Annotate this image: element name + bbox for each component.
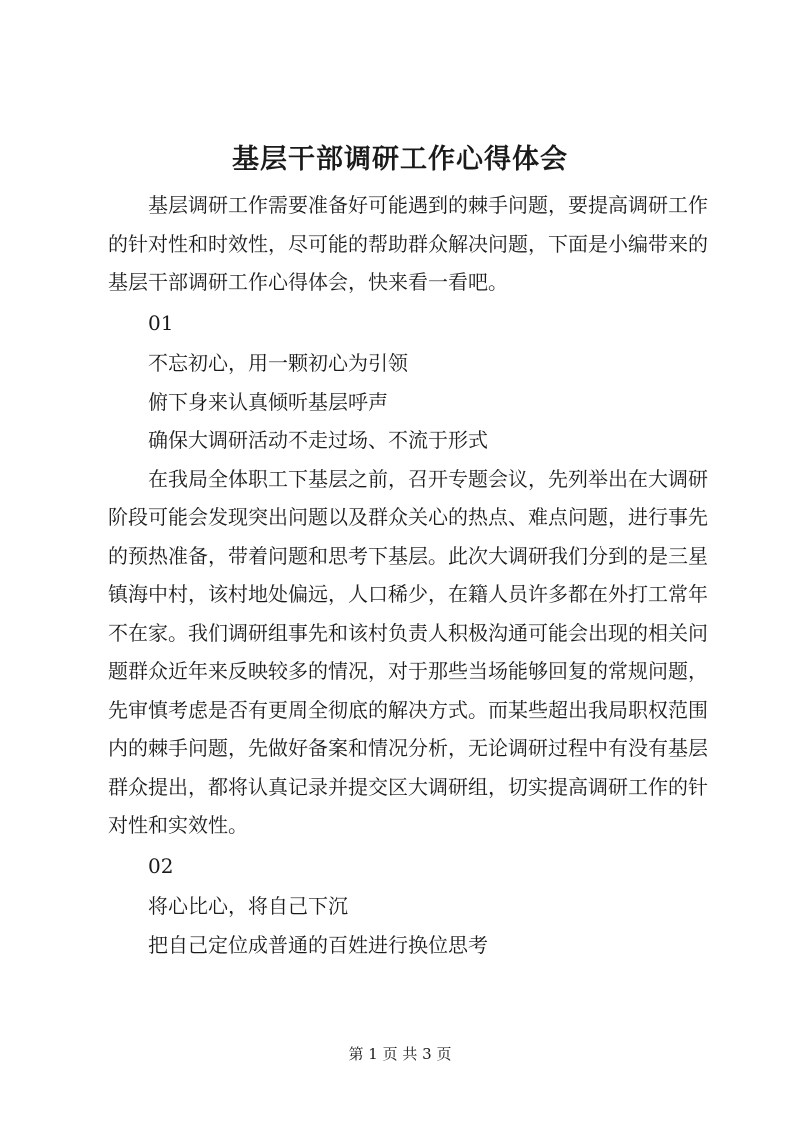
section1-heading-line-2: 俯下身来认真倾听基层呼声: [148, 389, 388, 414]
section-number-1: 01: [148, 310, 174, 335]
intro-paragraph: 基层调研工作需要准备好可能遇到的棘手问题，要提高调研工作的针对性和时效性，尽可能的帮助群众解决问题，下面是小编带来的基层干部调研工作心得体会，快来看一看吧。: [108, 193, 708, 294]
document-title: 基层干部调研工作心得体会: [232, 144, 568, 175]
section2-heading-line-2: 把自己定位成普通的百姓进行换位思考: [148, 932, 488, 957]
section1-heading-line-3: 确保大调研活动不走过场、不流于形式: [148, 428, 488, 452]
section1-heading-line-1: 不忘初心，用一颗初心为引领: [148, 351, 408, 375]
page-footer: 第 1 页 共 3 页: [348, 1045, 452, 1063]
section2-heading-line-1: 将心比心，将自己下沉: [148, 894, 348, 918]
document-body: [108, 186, 708, 964]
section1-paragraph: 在我局全体职工下基层之前，召开专题会议，先列举出在大调研阶段可能会发现突出问题以及群众关心的热点、难点问题，进行事先的预热准备，带着问题和思考下基层。此次大调研我们分到的是三星镇海中村，该村地处偏远，人口稀少，在籍人员许多都在外打工常年不在家。我们调研组事先和该村负责人积极沟通可能会出现的相关问题群众近年来反映较多的情况，对于那些当场能够回复的常规问题，先审慎考虑是否有更周全彻底的解决方式。而某些超出我局职权范围内的棘手问题，先做好备案和情况分析，无论调研过程中有没有基层群众提出，都将认真记录并提交区大调研组，切实提高调研工作的针对性和实效性。: [108, 466, 708, 837]
section-number-2: 02: [148, 853, 174, 878]
